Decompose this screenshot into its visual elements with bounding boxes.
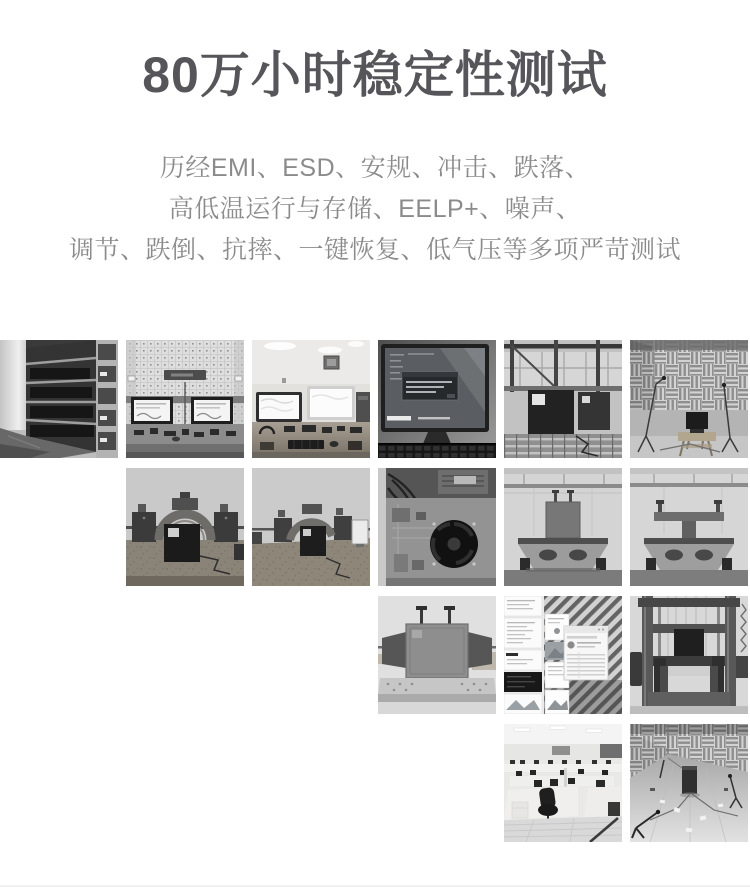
subtitle-line-3: 调节、跌倒、抗摔、一键恢复、低气压等多项严苛测试 bbox=[68, 236, 681, 264]
photo-bench-two-monitors bbox=[252, 340, 370, 458]
photo-aio-pc-diagnostic bbox=[378, 340, 496, 458]
subtitle-block bbox=[0, 148, 750, 271]
photo-shaker-bar-fixture bbox=[630, 468, 748, 586]
page-title: 80万小时稳定性测试 bbox=[142, 47, 608, 103]
photo-emc-chamber-monitors bbox=[126, 340, 244, 458]
photo-reliability-lab-office bbox=[504, 724, 622, 842]
photo-mosaic bbox=[0, 340, 748, 842]
subtitle-line-2: 高低温运行与存储、EELP+、噪声、 bbox=[168, 195, 582, 223]
subtitle-line-1: 历经EMI、ESD、安规、冲击、跌落、 bbox=[159, 154, 591, 182]
photo-burn-in-room bbox=[0, 340, 118, 458]
photo-tensile-tester bbox=[630, 596, 748, 714]
photo-shaker-vertical-fixture bbox=[504, 468, 622, 586]
photo-shaker-clamped-unit bbox=[378, 596, 496, 714]
photo-test-reports-collage bbox=[504, 596, 622, 714]
photo-acoustic-chamber-stool bbox=[630, 340, 748, 458]
photo-drop-tester-front bbox=[126, 468, 244, 586]
photo-pc-internals-fan bbox=[378, 468, 496, 586]
photo-drop-tester-side bbox=[252, 468, 370, 586]
photo-emc-ground-plane bbox=[630, 724, 748, 842]
photo-shock-test-frame bbox=[504, 340, 622, 458]
